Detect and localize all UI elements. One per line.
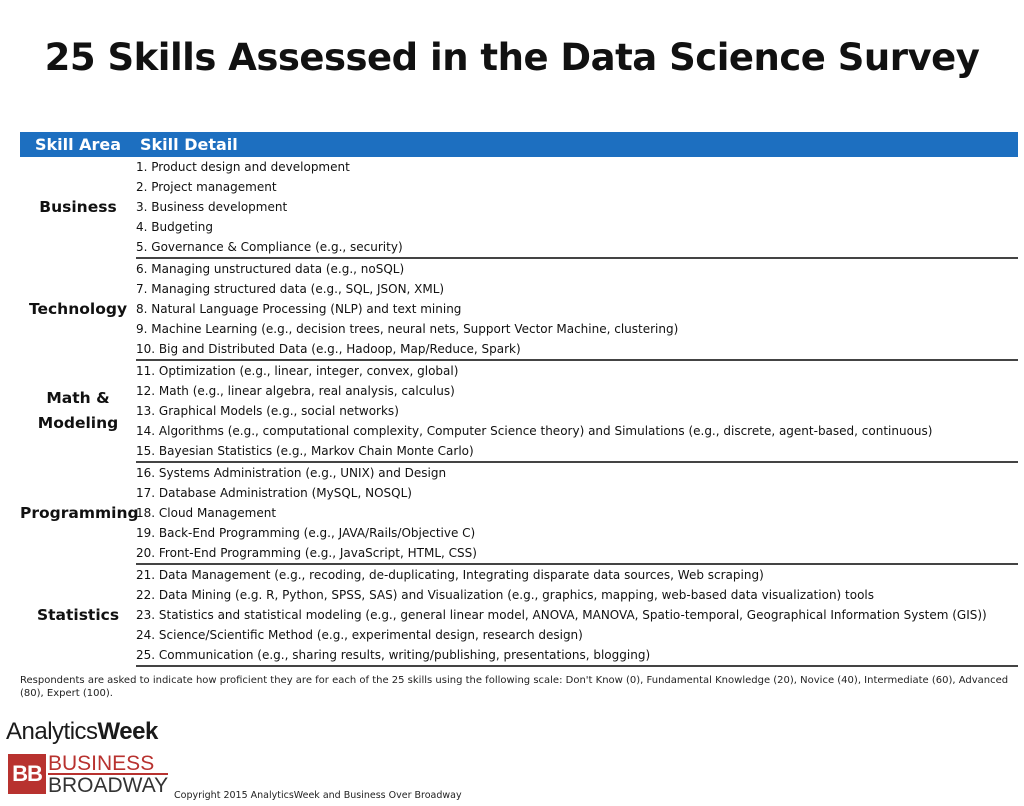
- table-row: [20, 543, 1018, 564]
- skill-detail-cell: 12. Math (e.g., linear algebra, real analysis, calculus): [136, 384, 455, 398]
- table-row: [20, 258, 1018, 279]
- header-skill-detail: Skill Detail: [136, 132, 1018, 157]
- table-row: [20, 279, 1018, 299]
- skill-area-cell: Business: [39, 198, 117, 216]
- skill-detail-cell: 10. Big and Distributed Data (e.g., Hadoop, Map/Reduce, Spark): [136, 339, 1018, 360]
- table-row: [20, 237, 1018, 258]
- skill-area-cell: Statistics: [36, 605, 120, 624]
- skill-detail-cell: 6. Managing unstructured data (e.g., noSQL): [136, 262, 405, 276]
- skill-detail-cell: 25. Communication (e.g., sharing results, writing/publishing, presentations, blogging): [136, 645, 1018, 666]
- table-row: [20, 503, 1018, 523]
- business-broadway-logo-mark: BB: [8, 754, 46, 794]
- skill-detail-cell: 15. Bayesian Statistics (e.g., Markov Chain Monte Carlo): [136, 441, 1018, 462]
- skill-area-cell: Programming: [20, 503, 139, 522]
- footnote: Respondents are asked to indicate how proficient they are for each of the 25 skills using the following scale: Don't Know (0), Fundamental Knowledge (20), Novice (40), Intermediate (60), Advanced (80), Expert (100).: [20, 675, 1009, 699]
- skills-body: [20, 157, 1018, 666]
- table-row: [20, 625, 1018, 645]
- table-row: [20, 564, 1018, 585]
- page-title: 25 Skills Assessed in the Data Science Survey: [44, 36, 980, 79]
- table-row: [20, 299, 1018, 319]
- table-row: [20, 441, 1018, 462]
- table-row: [20, 360, 1018, 381]
- table-row: [20, 197, 1018, 217]
- skill-detail-cell: 21. Data Management (e.g., recoding, de-duplicating, Integrating disparate data sources, Web scraping): [136, 568, 764, 582]
- skill-area-cell: Technology: [28, 299, 128, 318]
- skill-detail-cell: 14. Algorithms (e.g., computational complexity, Computer Science theory) and Simulations (e.g., discrete, agent-based, continuous): [136, 424, 933, 438]
- logo-broadway-word: BROADWAY: [48, 774, 169, 797]
- table-header-row: [20, 132, 1018, 157]
- table-row: [20, 462, 1018, 483]
- table-row: [20, 421, 1018, 441]
- table-row: [20, 319, 1018, 339]
- table-row: [20, 157, 1018, 177]
- table-row: [20, 483, 1018, 503]
- skill-detail-cell: 23. Statistics and statistical modeling (e.g., general linear model, ANOVA, MANOVA, Spatio-temporal, Geographical Information System (GIS)): [136, 608, 987, 622]
- skill-detail-cell: 2. Project management: [136, 180, 277, 194]
- skill-detail-cell: 3. Business development: [136, 200, 288, 214]
- header-skill-area: Skill Area: [20, 132, 136, 157]
- skill-detail-cell: 4. Budgeting: [136, 220, 213, 234]
- logo-week-text: Week: [97, 718, 158, 745]
- skill-detail-cell: 19. Back-End Programming (e.g., JAVA/Rails/Objective C): [136, 526, 476, 540]
- skill-detail-cell: 1. Product design and development: [136, 160, 350, 174]
- analyticsweek-logo: [6, 718, 158, 746]
- table-row: [20, 401, 1018, 421]
- skill-detail-cell: 18. Cloud Management: [136, 506, 277, 520]
- table-row: [20, 645, 1018, 666]
- business-broadway-logo-text: [48, 754, 168, 795]
- logo-analytics-text: Analytics: [6, 718, 98, 745]
- logo-business-word: BUSINESS: [48, 754, 168, 775]
- skill-detail-cell: 13. Graphical Models (e.g., social networks): [136, 404, 399, 418]
- skills-table: [20, 132, 1018, 667]
- table-row: [20, 381, 1018, 401]
- table-row: [20, 339, 1018, 360]
- skill-detail-cell: 7. Managing structured data (e.g., SQL, JSON, XML): [136, 282, 445, 296]
- table-row: [20, 605, 1018, 625]
- skill-detail-cell: 17. Database Administration (MySQL, NOSQL): [136, 486, 412, 500]
- skill-detail-cell: 20. Front-End Programming (e.g., JavaScript, HTML, CSS): [136, 543, 1018, 564]
- skill-detail-cell: 9. Machine Learning (e.g., decision trees, neural nets, Support Vector Machine, clustering): [136, 322, 679, 336]
- table-row: [20, 585, 1018, 605]
- skill-area-cell: Math & Modeling: [37, 389, 119, 432]
- skill-detail-cell: 5. Governance & Compliance (e.g., security): [136, 237, 1018, 258]
- skill-detail-cell: 16. Systems Administration (e.g., UNIX) and Design: [136, 466, 447, 480]
- copyright-text: Copyright 2015 AnalyticsWeek and Business Over Broadway: [174, 790, 462, 801]
- table-row: [20, 177, 1018, 197]
- skill-detail-cell: 8. Natural Language Processing (NLP) and text mining: [136, 302, 462, 316]
- skill-detail-cell: 24. Science/Scientific Method (e.g., experimental design, research design): [136, 628, 583, 642]
- skill-detail-cell: 22. Data Mining (e.g. R, Python, SPSS, SAS) and Visualization (e.g., graphics, mapping, web-based data visualization) tools: [136, 588, 875, 602]
- skill-detail-cell: 11. Optimization (e.g., linear, integer, convex, global): [136, 364, 459, 378]
- table-row: [20, 523, 1018, 543]
- table-row: [20, 217, 1018, 237]
